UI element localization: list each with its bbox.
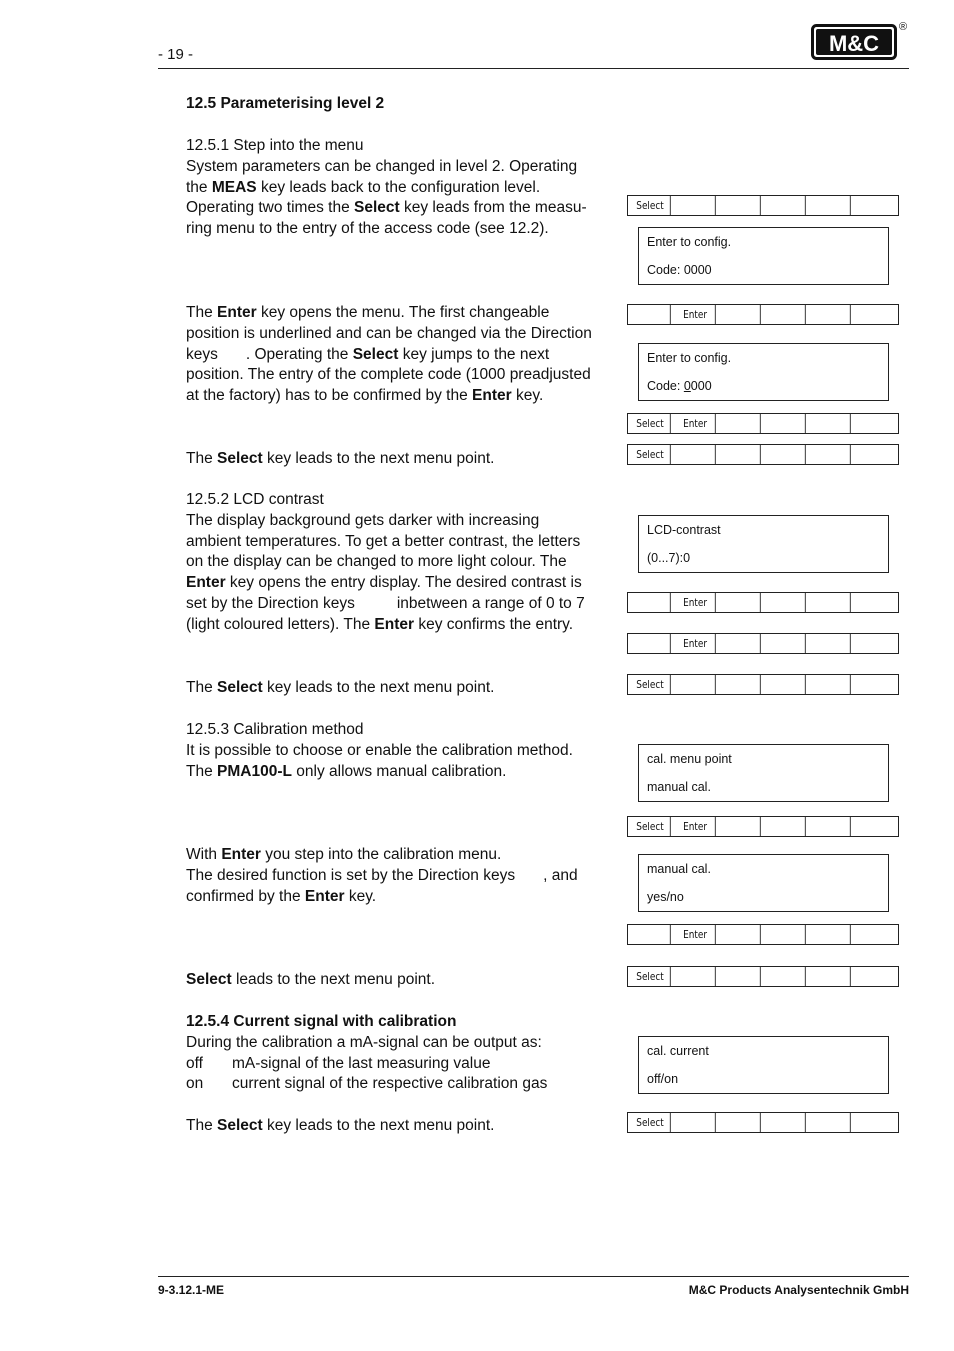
footer-rule [158, 1276, 909, 1277]
key-blank[interactable] [855, 414, 896, 433]
key-blank[interactable] [675, 1113, 716, 1132]
key-blank[interactable] [720, 305, 761, 324]
enter-key[interactable]: Enter [675, 305, 716, 324]
key-blank[interactable] [720, 634, 761, 653]
key-blank[interactable] [765, 675, 806, 694]
key-blank[interactable] [855, 593, 896, 612]
key-blank[interactable] [855, 967, 896, 986]
display-line1: cal. current [647, 1044, 709, 1058]
key-blank[interactable] [810, 675, 851, 694]
key-blank[interactable] [765, 305, 806, 324]
key-blank[interactable] [855, 196, 896, 215]
key-blank[interactable] [720, 675, 761, 694]
display-line2: Code: 0000 [647, 379, 712, 393]
footer-company: M&C Products Analysentechnik GmbH [688, 1283, 909, 1297]
s4-text: 12.5.4 Current signal with calibration During the calibration a mA-signal can be output as: off mA-signal of the last measuring value on current signal of the respective calibration gas [186, 1012, 616, 1095]
key-blank[interactable] [630, 305, 671, 324]
s1-next: The Select key leads to the next menu point. [186, 450, 495, 467]
key-blank[interactable] [810, 967, 851, 986]
keystrip-select-2 [627, 444, 899, 465]
display-line2: off/on [647, 1072, 679, 1086]
s3-next: Select leads to the next menu point. [186, 971, 436, 988]
key-blank[interactable] [675, 196, 716, 215]
select-key[interactable]: Select [630, 414, 671, 433]
key-blank[interactable] [855, 305, 896, 324]
key-blank[interactable] [765, 925, 806, 944]
key-blank[interactable] [765, 967, 806, 986]
key-blank[interactable] [630, 925, 671, 944]
s2-title: 12.5.2 LCD contrast [186, 491, 324, 508]
s1-para2: The Enter key opens the menu. The first changeable position is underlined and can be changed via the Direction keys . Operating the Select key jumps to the next position. The entry of the complete code (1000 preadjusted at the factory) has to be confirmed by the Enter key. [186, 304, 592, 405]
enter-key[interactable]: Enter [675, 634, 716, 653]
key-blank[interactable] [810, 1113, 851, 1132]
key-blank[interactable] [720, 925, 761, 944]
keystrip-enter-1 [627, 304, 899, 325]
select-key[interactable]: Select [630, 817, 671, 836]
display-line1: Enter to config. [647, 235, 732, 249]
display-enter-config [638, 227, 889, 285]
s1-para1: System parameters can be changed in level 2. Operating the MEAS key leads back to the configuration level. Operating two times the Select key leads from the measu- ring menu to the entry of the access code (see 12.2). [186, 157, 587, 238]
key-blank[interactable] [765, 445, 806, 464]
key-blank[interactable] [855, 1113, 896, 1132]
key-blank[interactable] [810, 414, 851, 433]
enter-key[interactable]: Enter [675, 817, 716, 836]
key-blank[interactable] [810, 817, 851, 836]
key-blank[interactable] [630, 593, 671, 612]
key-blank[interactable] [675, 675, 716, 694]
key-blank[interactable] [810, 925, 851, 944]
keystrip-enter-3 [627, 633, 899, 654]
keystrip-select-1 [627, 195, 899, 216]
keystrip-select-5 [627, 1112, 899, 1133]
logo-text: M&C [828, 31, 880, 56]
key-blank[interactable] [765, 414, 806, 433]
key-blank[interactable] [765, 817, 806, 836]
page-number: - 19 - [158, 46, 194, 63]
footer-doc-id: 9-3.12.1-ME [158, 1283, 225, 1297]
s3-title: 12.5.3 Calibration method [186, 721, 364, 738]
key-blank[interactable] [855, 675, 896, 694]
key-blank[interactable] [720, 414, 761, 433]
select-key[interactable]: Select [630, 196, 671, 215]
key-blank[interactable] [855, 445, 896, 464]
header-rule [158, 68, 909, 69]
section-title: 12.5 Parameterising level 2 [186, 95, 385, 112]
display-line1: LCD-contrast [647, 523, 721, 537]
s1-title: 12.5.1 Step into the menu [186, 137, 364, 154]
key-blank[interactable] [765, 634, 806, 653]
registered-mark: ® [899, 21, 908, 33]
display-cal-current [638, 1036, 889, 1094]
key-blank[interactable] [630, 634, 671, 653]
key-blank[interactable] [720, 1113, 761, 1132]
key-blank[interactable] [810, 305, 851, 324]
key-blank[interactable] [855, 925, 896, 944]
keystrip-select-enter-1 [627, 413, 899, 434]
keystrip-select-3 [627, 674, 899, 695]
s1-text [186, 136, 616, 240]
key-blank[interactable] [720, 593, 761, 612]
key-blank[interactable] [810, 634, 851, 653]
s3-para2: With Enter you step into the calibration menu. The desired function is set by the Direction keys , and confirmed by the Enter key. [186, 846, 578, 905]
enter-key[interactable]: Enter [675, 414, 716, 433]
s2-next: The Select key leads to the next menu point. [186, 679, 495, 696]
display-line2: yes/no [647, 890, 684, 904]
select-key[interactable]: Select [630, 1113, 671, 1132]
key-blank[interactable] [765, 593, 806, 612]
s2-text: 12.5.2 LCD contrast The display background gets darker with increasing ambient temperatures. To get a better contrast, the letters on the display can be changed to more light colour. The Enter key opens the entry display. The desired contrast is set by the Direction keys inbetween a range of 0 to 7 (light coloured letters). The Enter key confirms the entry. [186, 490, 616, 636]
mc-logo [811, 24, 897, 60]
key-blank[interactable] [675, 967, 716, 986]
display-line1: Enter to config. [647, 351, 732, 365]
display-line2: (0...7):0 [647, 551, 691, 565]
display-line1: cal. menu point [647, 752, 732, 766]
key-blank[interactable] [675, 445, 716, 464]
key-blank[interactable] [810, 445, 851, 464]
display-cal-menu-point [638, 744, 889, 802]
select-key[interactable]: Select [630, 445, 671, 464]
key-blank[interactable] [765, 1113, 806, 1132]
display-line2: manual cal. [647, 780, 711, 794]
s4-next: The Select key leads to the next menu point. [186, 1117, 495, 1134]
key-blank[interactable] [720, 445, 761, 464]
keystrip-enter-4 [627, 924, 899, 945]
enter-key[interactable]: Enter [675, 593, 716, 612]
key-blank[interactable] [720, 817, 761, 836]
key-blank[interactable] [720, 967, 761, 986]
enter-key[interactable]: Enter [675, 925, 716, 944]
keystrip-select-enter-2 [627, 816, 899, 837]
key-blank[interactable] [855, 817, 896, 836]
key-blank[interactable] [810, 196, 851, 215]
select-key[interactable]: Select [630, 967, 671, 986]
display-line1: manual cal. [647, 862, 711, 876]
display-manual-cal [638, 854, 889, 912]
display-lcd-contrast [638, 515, 889, 573]
display-enter-config-code [638, 343, 889, 401]
keystrip-enter-2 [627, 592, 899, 613]
key-blank[interactable] [720, 196, 761, 215]
s3-text: 12.5.3 Calibration method It is possible to choose or enable the calibration method. The PMA100-L only allows manual calibration. [186, 720, 616, 782]
key-blank[interactable] [855, 634, 896, 653]
display-line2: Code: 0000 [647, 263, 712, 277]
key-blank[interactable] [765, 196, 806, 215]
select-key[interactable]: Select [630, 675, 671, 694]
s4-title: 12.5.4 Current signal with calibration [186, 1013, 457, 1030]
key-blank[interactable] [810, 593, 851, 612]
keystrip-select-4 [627, 966, 899, 987]
